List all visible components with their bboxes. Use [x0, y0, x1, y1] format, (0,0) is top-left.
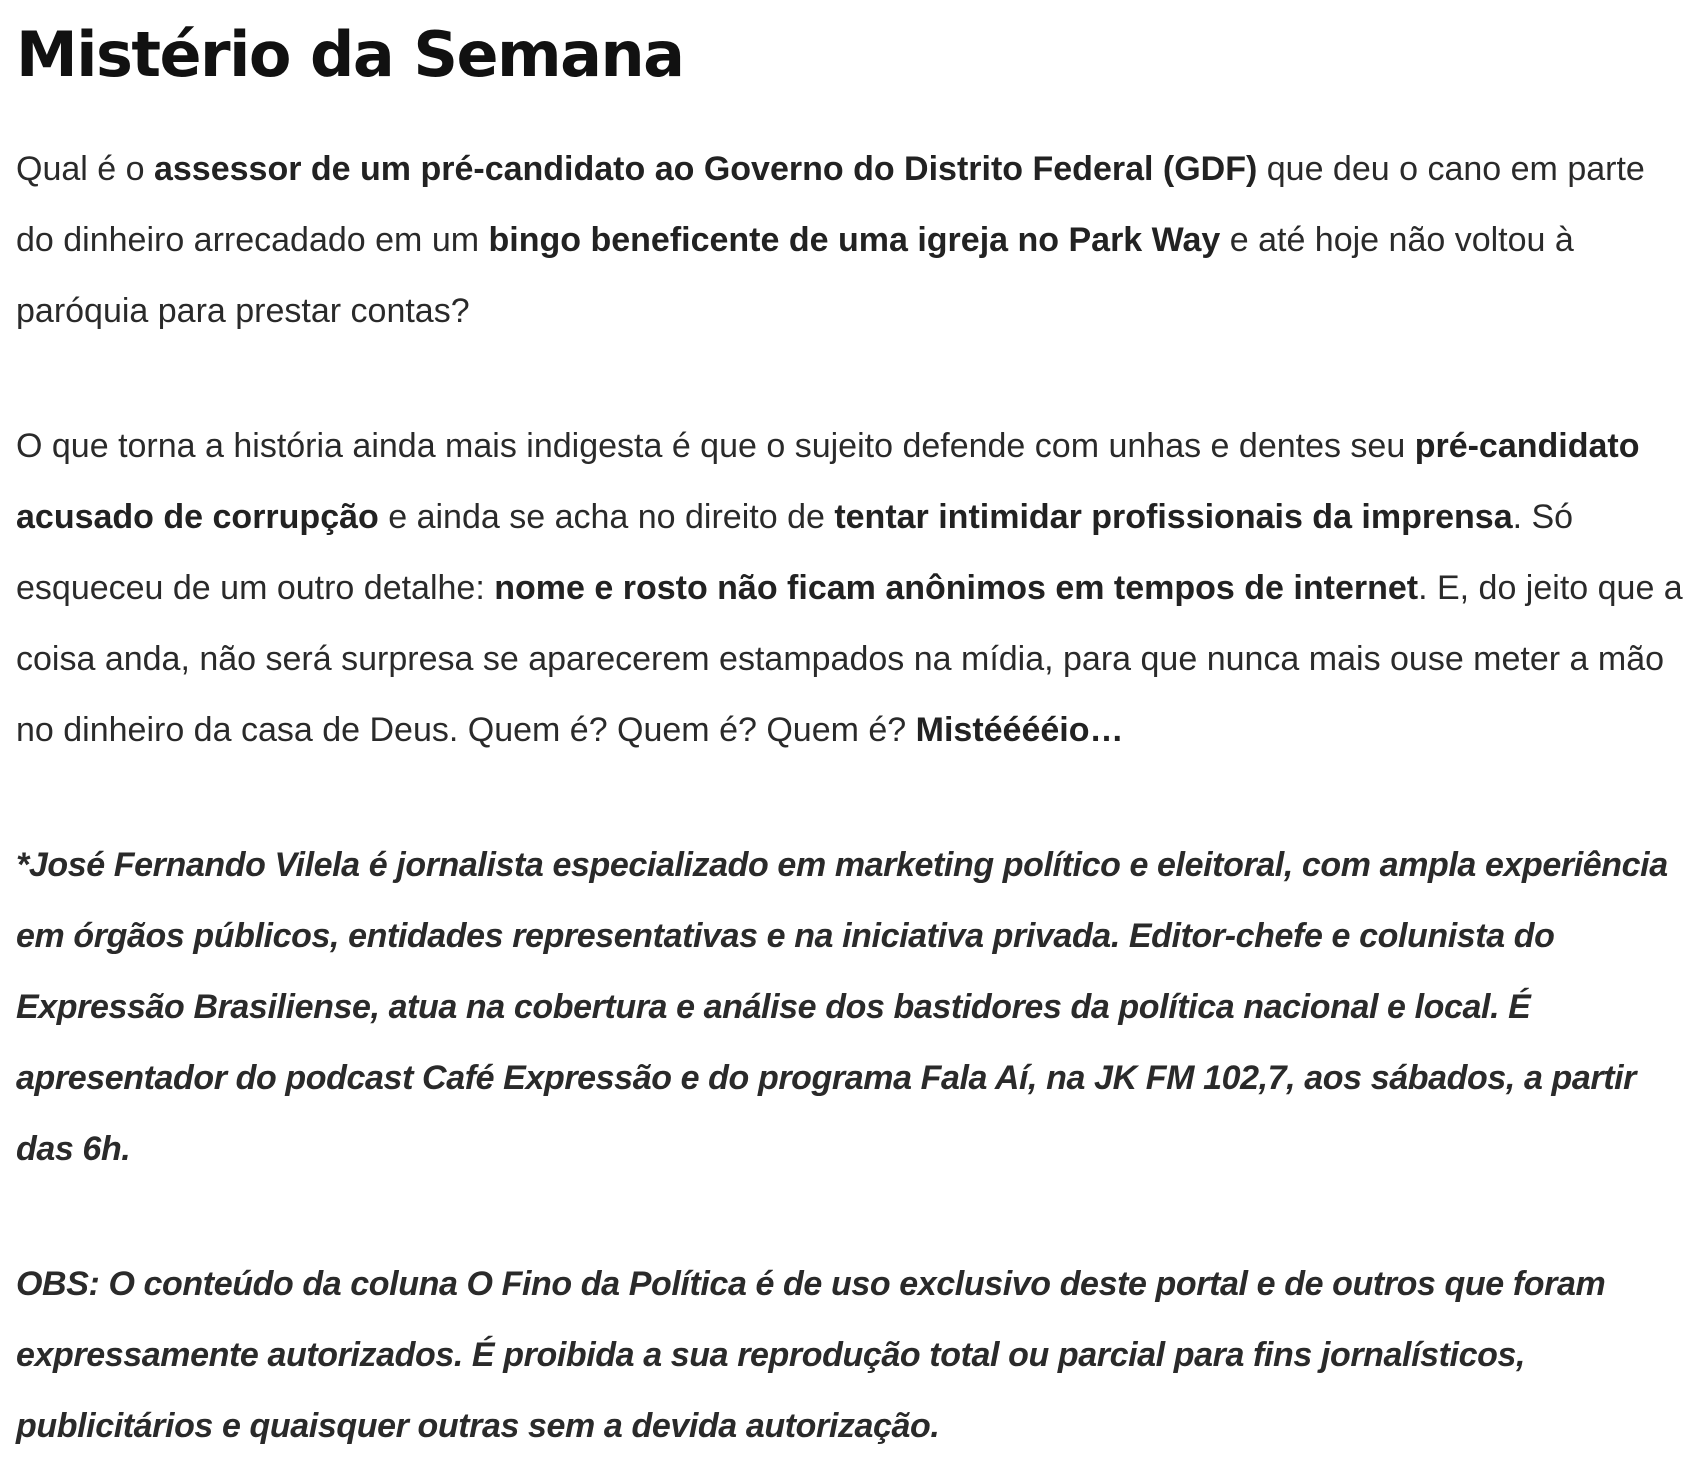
- text-span: Qual é o: [16, 150, 154, 188]
- usage-notice: OBS: O conteúdo da coluna O Fino da Política é de uso exclusivo deste portal e de outros que foram expressamente autorizados. É proibida a sua reprodução total ou parcial para fins jornalísticos, publicitários e quaisquer outras sem a devida autorização.: [16, 1265, 1606, 1445]
- article: [16, 0, 1686, 1462]
- bold-span: pré-candidato acusado de corrupção: [16, 427, 1640, 536]
- paragraph-story: [16, 411, 1686, 766]
- paragraph-gap: [16, 766, 1686, 830]
- text-span: que deu o cano em parte do dinheiro arrecadado em um: [16, 150, 1645, 259]
- text-span: . Só esqueceu de um outro detalhe:: [16, 498, 1574, 607]
- bold-span: Mistééééio…: [915, 711, 1124, 749]
- text-span: e até hoje não voltou à paróquia para prestar contas?: [16, 221, 1574, 330]
- paragraph-question: [16, 134, 1686, 347]
- bold-span: tentar intimidar profissionais da imprensa: [834, 498, 1513, 536]
- paragraph-gap: [16, 1185, 1686, 1249]
- bold-span: nome e rosto não ficam anônimos em tempos de internet: [494, 569, 1419, 607]
- text-span: e ainda se acha no direito de: [378, 498, 835, 536]
- bold-span: assessor de um pré-candidato ao Governo do Distrito Federal (GDF): [153, 150, 1258, 188]
- text-span: . E, do jeito que a coisa anda, não será surpresa se aparecerem estampados na mídia, para que nunca mais ouse meter a mão no dinheiro da casa de Deus. Quem é? Quem é? Quem é?: [16, 569, 1683, 749]
- author-bio: *José Fernando Vilela é jornalista especializado em marketing político e eleitoral, com ampla experiência em órgãos públicos, entidades representativas e na iniciativa privada. Editor-chefe e colunista do Expressão Brasiliense, atua na cobertura e análise dos bastidores da política nacional e local. É apresentador do podcast Café Expressão e do programa Fala Aí, na JK FM 102,7, aos sábados, a partir das 6h.: [16, 846, 1668, 1168]
- page-title: Mistério da Semana: [16, 18, 684, 91]
- paragraph-gap: [16, 347, 1686, 411]
- text-span: O que torna a história ainda mais indigesta é que o sujeito defende com unhas e dentes seu: [16, 427, 1415, 465]
- bold-span: bingo beneficente de uma igreja no Park Way: [488, 221, 1221, 259]
